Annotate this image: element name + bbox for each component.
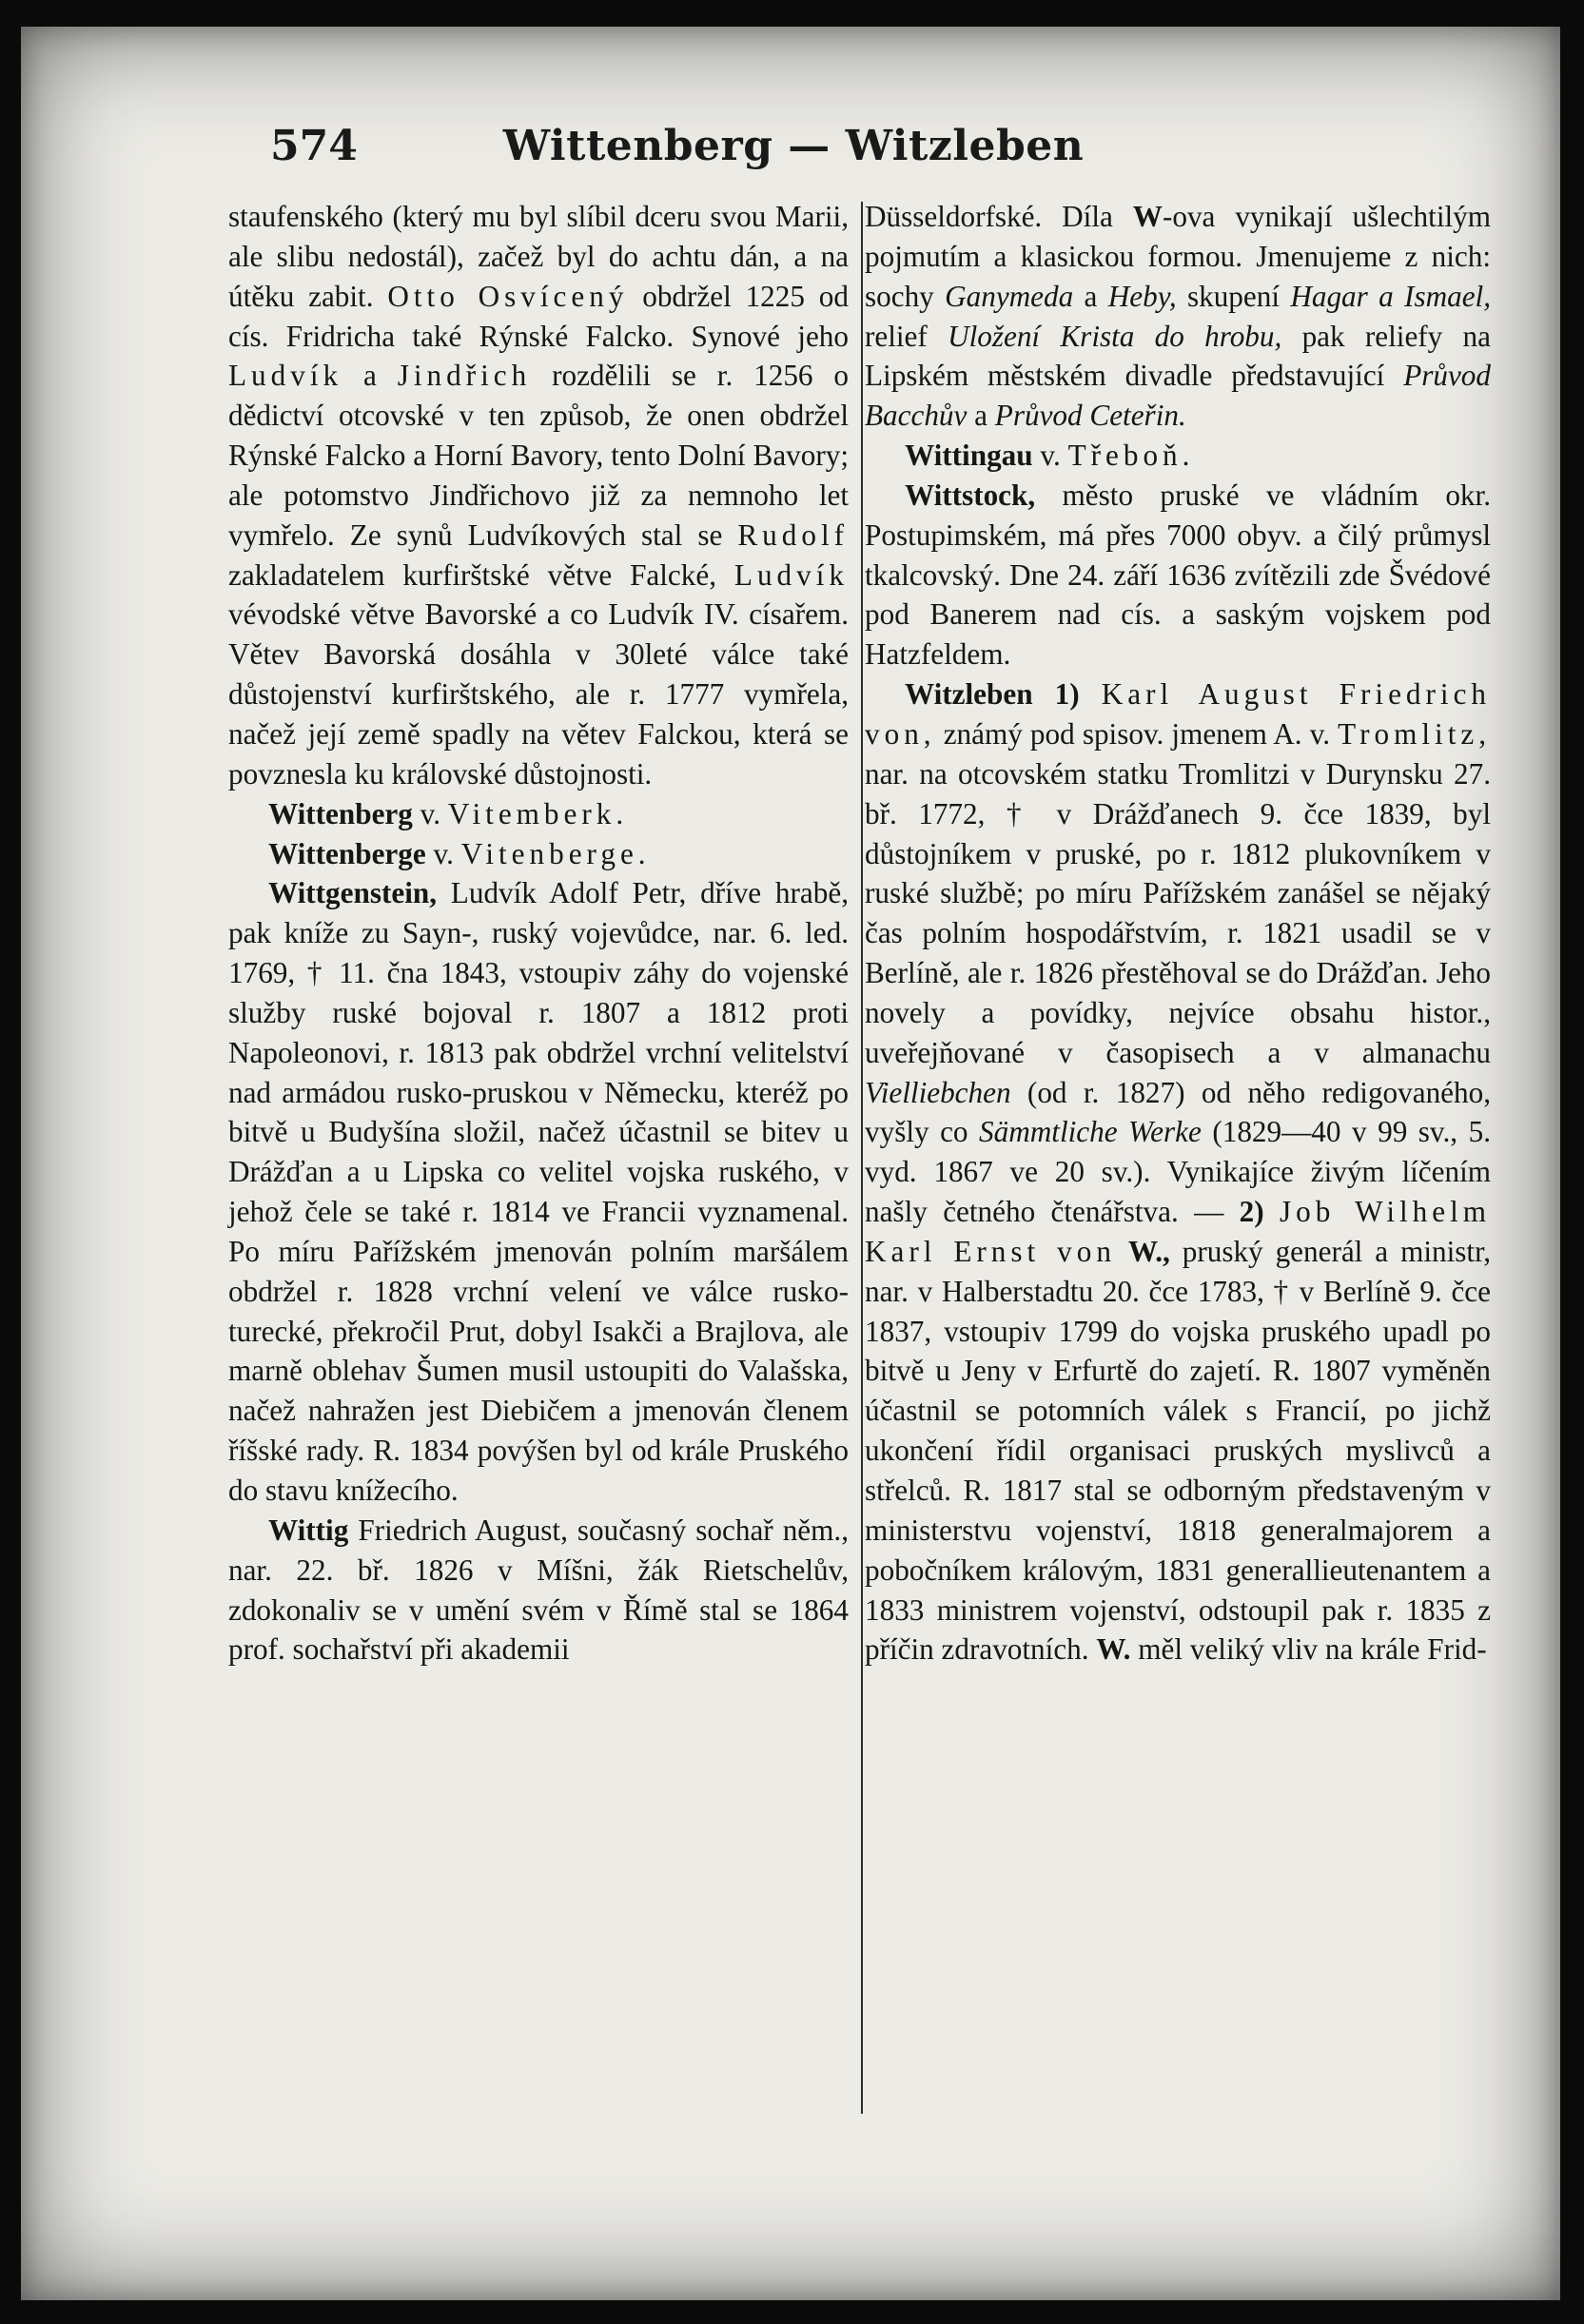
text-run: Düsseldorfské. Díla bbox=[865, 200, 1133, 233]
italic-title: Průvod Ceteřin. bbox=[994, 399, 1186, 433]
spaced-name: Vitenberge. bbox=[460, 836, 651, 870]
text-run: pak reliefy na Lipském městském divadle představující bbox=[865, 319, 1491, 393]
italic-title: Vielliebchen bbox=[865, 1075, 1011, 1109]
text-run: nar. na otcovském statku Tromlitzi v Durynsku 27. bř. 1772, † v Drážďanech 9. čce 1839, byl důstojníkem v pruské, po r. 1812 plukovníkem v ruské službě; po míru Pařížském zanášel se nějaký čas polním hospodářstvím, r. 1821 usadil se v Berlíně, ale r. 1826 přestěhoval se do Drážďan. Jeho novely a povídky, nejvíce obsahu histor., uveřejňované v časopisech a v almanachu bbox=[865, 756, 1491, 1069]
paragraph bbox=[228, 834, 849, 874]
headword: Wittig bbox=[268, 1513, 349, 1547]
italic-title: Ganymeda bbox=[945, 279, 1074, 313]
text-run: Ludvík Adolf Petr, dříve hrabě, pak kníže zu Sayn-, ruský vojevůdce, nar. 6. led. 1769, † 11. čna 1843, vstoupiv záhy do vojenské služby ruské bojoval r. 1807 a 1812 proti Napoleonovi, r. 1813 pak obdržel vrchní velitelství nad armádou rusko-pruskou v Německu, kteréž po bitvě u Budyšína složil, načež účastnil se bitev u Drážďan a u Lipska co velitel vojska ruského, v jehož čele se také r. 1814 ve Francii vyznamenal. Po míru Pařížském jmenován polním maršálem obdržel r. 1828 vrchní velení ve válce rusko-turecké, překročil Prut, dobyl Isakči a Brajlova, ale marně oblehav Šumen musil ustoupiti do Valašska, načež nahražen jest Diebičem a jmenován členem říšské rady. R. 1834 povýšen byl od krále Pruského do stavu knížecího. bbox=[228, 876, 849, 1507]
paragraph bbox=[865, 436, 1491, 476]
text-run: -ova vynikají ušlechtilým pojmutím a klasickou formou. Jmenujeme z nich: sochy bbox=[865, 200, 1492, 313]
paragraph bbox=[865, 197, 1491, 436]
italic-title: Heby, bbox=[1107, 279, 1177, 313]
text-run: (1829—40 v 99 sv., 5. vyd. 1867 ve 20 sv.). Vynikajíce živým líčením našly četného čtenářstva. — bbox=[865, 1115, 1491, 1229]
headword: 2) bbox=[1239, 1195, 1264, 1229]
headword: W. bbox=[1096, 1632, 1131, 1667]
text-run: staufenského (který mu byl slíbil dceru svou Marii, ale slibu nedostál), začež byl do achtu dán, a na útěku zabit. bbox=[228, 200, 849, 313]
text-run: a bbox=[342, 359, 398, 393]
text-run: (od r. 1827) od něho redigovaného, vyšly co bbox=[865, 1075, 1491, 1149]
page-number: 574 bbox=[270, 122, 358, 170]
paragraph bbox=[865, 674, 1491, 1670]
italic-title: Hagar a Ismael, bbox=[1290, 279, 1492, 313]
spaced-name: Ludvík bbox=[228, 359, 343, 393]
text-run: a bbox=[967, 399, 995, 433]
headword: Wittstock, bbox=[905, 478, 1036, 512]
paragraph bbox=[228, 197, 849, 794]
text-run bbox=[1264, 1195, 1280, 1228]
text-run: měl veliký vliv na krále Frid- bbox=[1130, 1632, 1487, 1667]
text-run: v. bbox=[1032, 439, 1068, 473]
spaced-name: Rudolf bbox=[737, 518, 849, 552]
spaced-name: Tromlitz, bbox=[1338, 716, 1491, 751]
italic-title: Uložení Krista do hrobu, bbox=[948, 319, 1282, 353]
text-run: v. bbox=[425, 836, 461, 870]
text-run: skupení bbox=[1176, 279, 1291, 313]
headword: Wittgenstein, bbox=[268, 876, 438, 910]
headword: Wittingau bbox=[905, 439, 1033, 473]
paragraph bbox=[228, 1511, 849, 1670]
text-run: relief bbox=[865, 319, 948, 353]
headword: Wittenberge bbox=[268, 836, 426, 870]
text-run: zakladatelem kurfirštské větve Falcké, bbox=[228, 557, 734, 592]
left-column bbox=[228, 197, 849, 1670]
running-title: Wittenberg — Witzleben bbox=[502, 122, 1085, 170]
text-run: rozdělili se r. 1256 o dědictví otcovské v ten způsob, že onen obdržel Rýnské Falcko a Horní Bavory, tento Dolní Bavory; ale potomstvo Jindřichovo již za nemnoho let vymřelo. Ze synů Ludvíkových stal se bbox=[228, 359, 850, 552]
spaced-name: Ludvík bbox=[733, 557, 849, 592]
headword: Witzleben 1) bbox=[905, 677, 1080, 712]
headword: W bbox=[1132, 200, 1163, 233]
text-run: pruský generál a ministr, nar. v Halberstadtu 20. čce 1783, † v Berlíně 9. čce 1837, vstoupiv 1799 do vojska pruského upadl po bitvě u Jeny v Erfurtě do zajetí. R. 1807 vyměněn účastnil se potomních válek s Francií, po jichž ukončení řídil organisaci pruských myslivců a střelců. R. 1817 stal se odborným představeným v ministerstvu vojenství, 1818 generalmajorem a pobočníkem královým, 1831 generallieutenantem a 1833 ministrem vojenství, odstoupil pak r. 1835 z příčin zdravotních. bbox=[865, 1234, 1491, 1667]
spaced-name: Jindřich bbox=[397, 359, 532, 393]
text-run bbox=[1080, 677, 1102, 711]
text-run: město pruské ve vládním okr. Postupimském, má přes 7000 obyv. a čilý průmysl tkalcovský. Dne 24. září 1636 zvítězili zde Švédové pod Banerem nad cís. a saským vojskem pod Hatzfeldem. bbox=[865, 478, 1491, 672]
text-run: vévodské větve Bavorské a co Ludvík IV. císařem. Větev Bavorská dosáhla v 30leté válce také důstojenství kurfirštského, ale r. 1777 vymřela, načež její země spadly na větev Falckou, která se povznesla ku královské důstojnosti. bbox=[228, 597, 849, 791]
right-column bbox=[865, 197, 1491, 1670]
spaced-name: Job Wilhelm Karl Ernst von bbox=[865, 1195, 1492, 1268]
text-run: známý pod spisov. jmenem A. v. bbox=[935, 716, 1339, 751]
paragraph bbox=[228, 794, 849, 834]
headword: Wittenberg bbox=[268, 796, 413, 830]
spaced-name: Karl August Friedrich von, bbox=[865, 677, 1492, 751]
spaced-name: Vitemberk. bbox=[447, 796, 629, 830]
italic-title: Sämmtliche Werke bbox=[979, 1115, 1202, 1149]
page-header bbox=[242, 122, 1345, 188]
text-run: Friedrich August, současný sochař něm., nar. 22. bř. 1826 v Míšni, žák Rietschelův, zdokonaliv se v umění svém v Římě stal se 1864 prof. sochařství při akademii bbox=[228, 1513, 849, 1667]
italic-title: Průvod Bacchův bbox=[865, 359, 1491, 433]
paragraph bbox=[228, 873, 849, 1511]
text-run: obdržel 1225 od cís. Fridricha také Rýnské Falcko. Synové jeho bbox=[228, 279, 849, 353]
spaced-name: Otto Osvícený bbox=[387, 279, 629, 313]
text-run: v. bbox=[412, 796, 448, 830]
paragraph bbox=[865, 476, 1491, 674]
spaced-name: Třeboň. bbox=[1067, 439, 1195, 473]
text-run bbox=[1116, 1235, 1128, 1268]
headword: W., bbox=[1127, 1234, 1170, 1268]
column-divider bbox=[861, 202, 863, 2114]
text-run: a bbox=[1073, 279, 1108, 313]
